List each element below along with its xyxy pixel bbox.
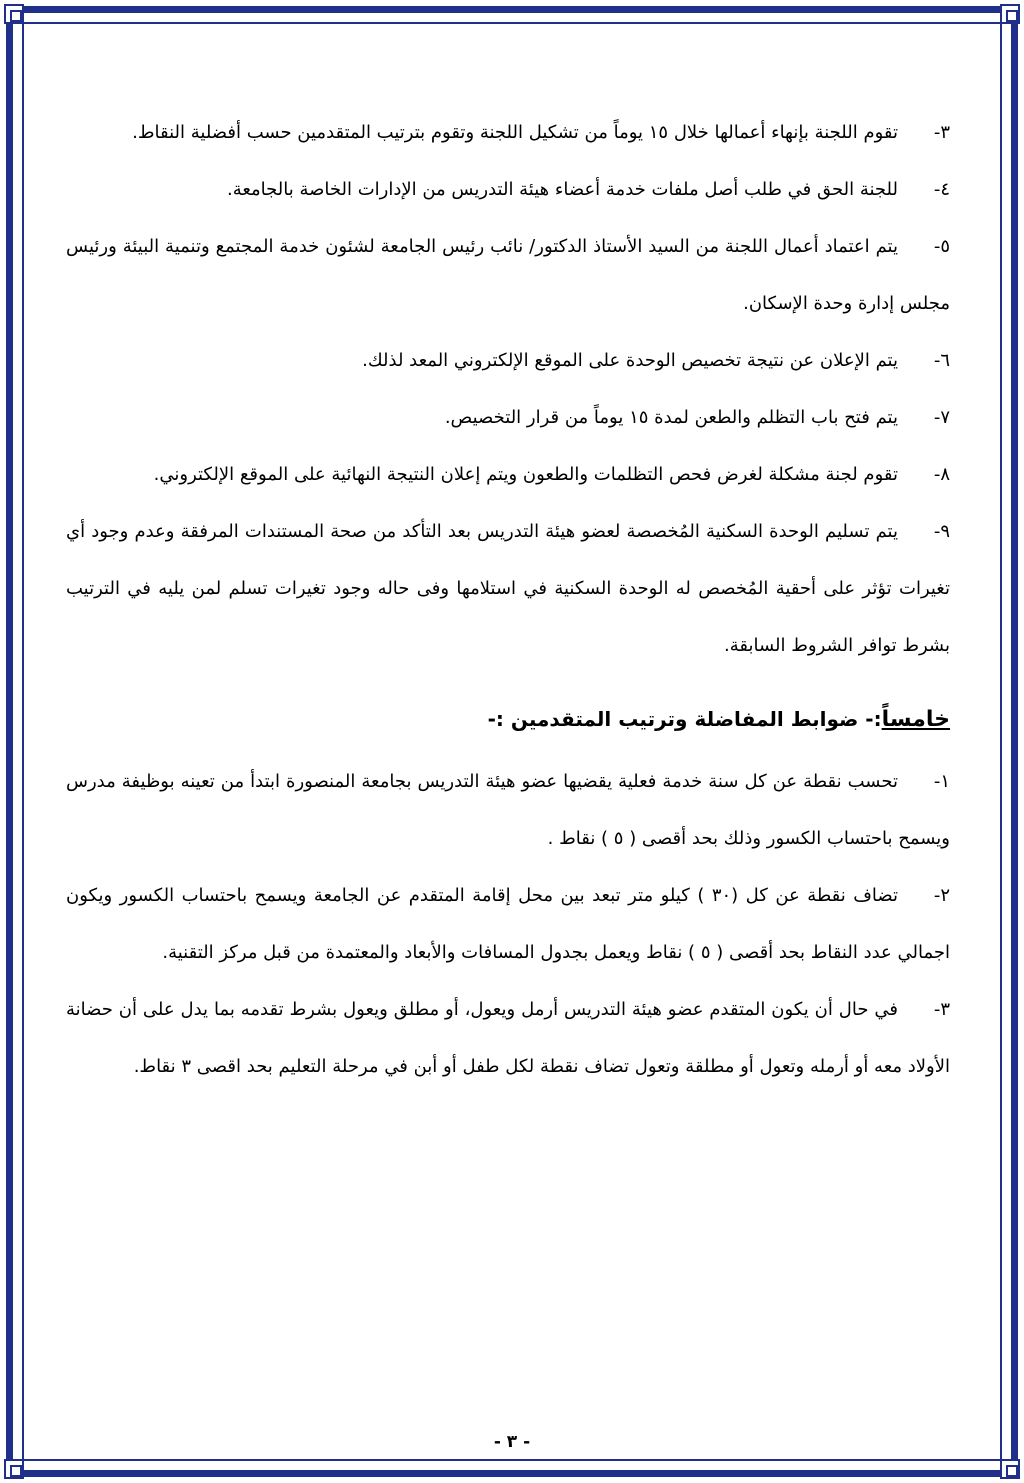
corner-ornament-top-right — [1000, 4, 1020, 24]
corner-ornament-top-left — [4, 4, 24, 24]
criterion-text: في حال أن يكون المتقدم عضو هيئة التدريس أرمل ويعول، أو مطلق ويعول بشرط تقدمه بما يدل على أن حضانة الأولاد معه أو أرمله وتعول أو مطلقة وتعول تضاف نقطة لكل طفل أو أبن في مرحلة التعليم بحد اقصى ٣ نقاط. — [66, 999, 950, 1077]
clause-5 — [66, 218, 950, 332]
corner-ornament-bottom-right — [1000, 1459, 1020, 1479]
criterion-text: تضاف نقطة عن كل (٣٠ ) كيلو متر تبعد بين محل إقامة المتقدم عن الجامعة ويسمح باحتساب الكسور ويكون اجمالي عدد النقاط بحد أقصى ( ٥ ) نقاط ويعمل بجدول المسافات والأبعاد والمعتمدة من قبل مركز التقنية. — [66, 885, 950, 963]
clause-text: يتم تسليم الوحدة السكنية المُخصصة لعضو هيئة التدريس بعد التأكد من صحة المستندات المرفقة وعدم وجود أي تغيرات تؤثر على أحقية المُخصص له الوحدة السكنية في استلامها وفى حاله وجود تغيرات تسلم لمن يليه في الترتيب بشرط توافر الشروط السابقة. — [66, 521, 950, 656]
criterion-number: ١- — [933, 771, 950, 792]
clause-3 — [66, 104, 950, 161]
clause-8 — [66, 446, 950, 503]
clause-number: ٣- — [933, 122, 950, 143]
criterion-2 — [66, 867, 950, 981]
section-heading — [66, 688, 950, 751]
clause-4 — [66, 161, 950, 218]
clause-number: ٧- — [933, 407, 950, 428]
clause-7 — [66, 389, 950, 446]
criterion-number: ٢- — [933, 885, 950, 906]
clause-number: ٦- — [933, 350, 950, 371]
section-heading-title: خامساً — [881, 707, 950, 732]
clause-text: تقوم لجنة مشكلة لغرض فحص التظلمات والطعون ويتم إعلان النتيجة النهائية على الموقع الإلكتروني. — [153, 464, 898, 485]
clause-6 — [66, 332, 950, 389]
document-body — [66, 104, 950, 1095]
clause-number: ٤- — [933, 179, 950, 200]
clause-text: للجنة الحق في طلب أصل ملفات خدمة أعضاء هيئة التدريس من الإدارات الخاصة بالجامعة. — [226, 179, 898, 200]
clause-text: تقوم اللجنة بإنهاء أعمالها خلال ١٥ يوماً من تشكيل اللجنة وتقوم بترتيب المتقدمين حسب أفضلية النقاط. — [132, 122, 898, 143]
criterion-3 — [66, 981, 950, 1095]
clause-text: يتم الإعلان عن نتيجة تخصيص الوحدة على الموقع الإلكتروني المعد لذلك. — [362, 350, 898, 371]
section-heading-subtitle: :- ضوابط المفاضلة وترتيب المتقدمين :- — [487, 707, 882, 731]
page-number: - ٣ - — [493, 1432, 531, 1452]
criterion-number: ٣- — [933, 999, 950, 1020]
clause-number: ٥- — [933, 236, 950, 257]
clause-9 — [66, 503, 950, 674]
criterion-text: تحسب نقطة عن كل سنة خدمة فعلية يقضيها عضو هيئة التدريس بجامعة المنصورة ابتدأ من تعينه بوظيفة مدرس ويسمح باحتساب الكسور وذلك بحد أقصى ( ٥ ) نقاط . — [66, 771, 950, 849]
criterion-1 — [66, 753, 950, 867]
clause-text: يتم فتح باب التظلم والطعن لمدة ١٥ يوماً من قرار التخصيص. — [444, 407, 898, 428]
corner-ornament-bottom-left — [4, 1459, 24, 1479]
clause-number: ٨- — [933, 464, 950, 485]
clause-text: يتم اعتماد أعمال اللجنة من السيد الأستاذ الدكتور/ نائب رئيس الجامعة لشئون خدمة المجتمع وتنمية البيئة ورئيس مجلس إدارة وحدة الإسكان. — [66, 236, 950, 314]
clause-number: ٩- — [933, 521, 950, 542]
